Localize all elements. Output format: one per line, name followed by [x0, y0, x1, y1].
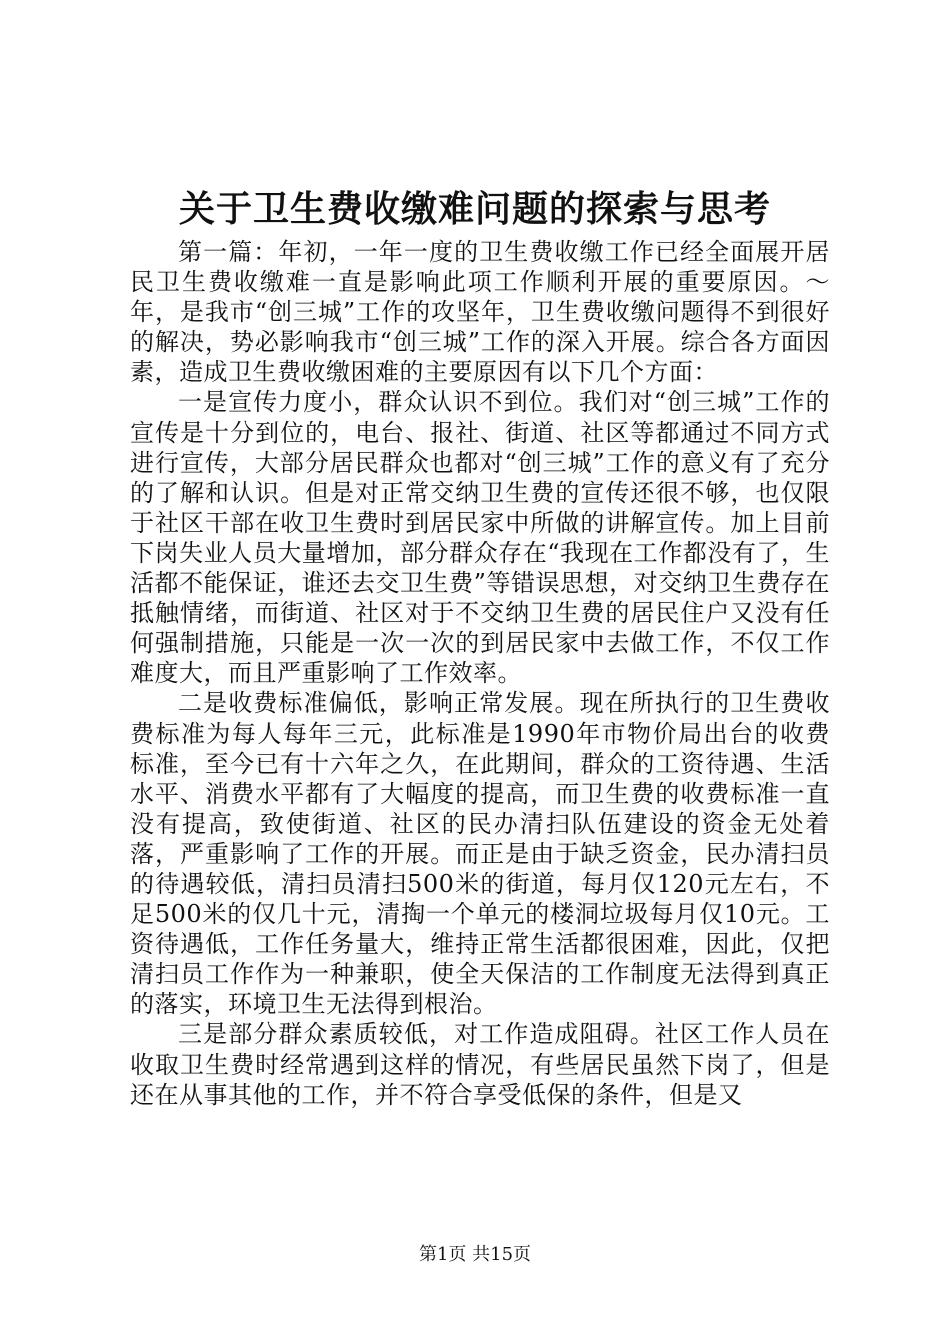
document-body — [130, 237, 830, 1110]
paragraph-1: 第一篇：年初，一年一度的卫生费收缴工作已经全面展开居民卫生费收缴难一直是影响此项工作顺利开展的重要原因。～年，是我市“创三城”工作的攻坚年，卫生费收缴问题得不到很好的解决，势必影响我市“创三城”工作的深入开展。综合各方面因素，造成卫生费收缴困难的主要原因有以下几个方面： — [130, 238, 830, 387]
document-title: 关于卫生费收缴难问题的探索与思考 — [178, 188, 771, 230]
paragraph-3: 二是收费标准偏低，影响正常发展。现在所执行的卫生费收费标准为每人每年三元，此标准是1990年市物价局出台的收费标准，至今已有十六年之久，在此期间，群众的工资待遇、生活水平、消费水平都有了大幅度的提高，而卫生费的收费标准一直没有提高，致使街道、社区的民办清扫队伍建设的资金无处着落，严重影响了工作的开展。而正是由于缺乏资金，民办清扫员的待遇较低，清扫员清扫500米的街道，每月仅120元左右，不足500米的仅几十元，清掏一个单元的楼洞垃圾每月仅10元。工资待遇低，工作任务量大，维持正常生活都很困难，因此，仅把清扫员工作作为一种兼职，使全天保洁的工作制度无法得到真正的落实，环境卫生无法得到根治。 — [130, 689, 830, 1019]
paragraph-2: 一是宣传力度小，群众认识不到位。我们对“创三城”工作的宣传是十分到位的，电台、报社、街道、社区等都通过不同方式进行宣传，大部分居民群众也都对“创三城”工作的意义有了充分的了解和认识。但是对正常交纳卫生费的宣传还很不够，也仅限于社区干部在收卫生费时到居民家中所做的讲解宣传。加上目前下岗失业人员大量增加，部分群众存在“我现在工作都没有了，生活都不能保证，谁还去交卫生费”等错误思想，对交纳卫生费存在抵触情绪，而街道、社区对于不交纳卫生费的居民住户又没有任何强制措施，只能是一次一次的到居民家中去做工作，不仅工作难度大，而且严重影响了工作效率。 — [130, 388, 830, 688]
page-footer: 第1页 共15页 — [418, 1244, 532, 1265]
paragraph-4: 三是部分群众素质较低，对工作造成阻碍。社区工作人员在收取卫生费时经常遇到这样的情况，有些居民虽然下岗了，但是还在从事其他的工作，并不符合享受低保的条件，但是又 — [130, 1020, 830, 1109]
